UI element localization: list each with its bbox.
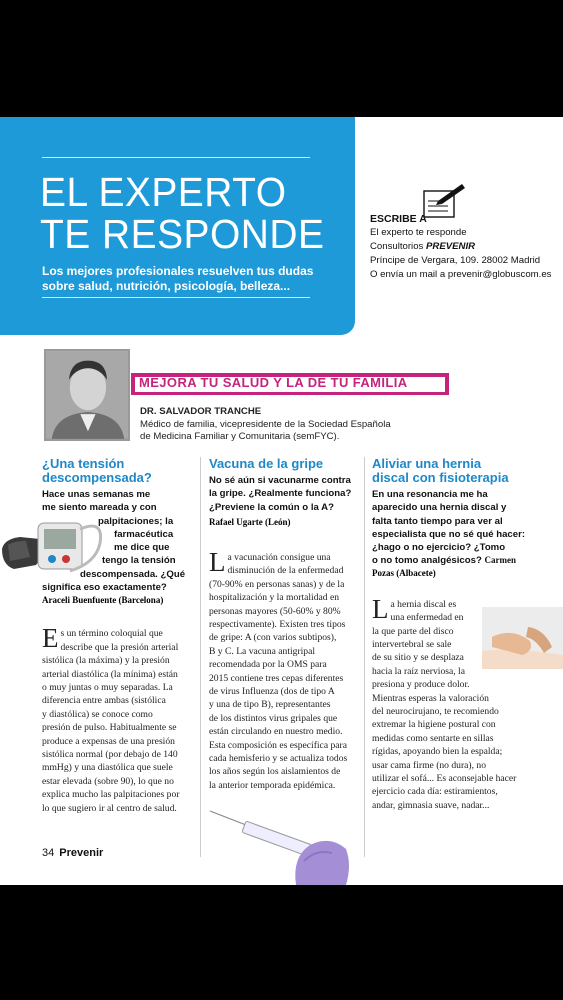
a3-line: medidas como sentarte en sillas	[372, 732, 494, 744]
a3-line: la que parte del disco	[372, 625, 454, 637]
article-2-answer	[209, 546, 359, 792]
a2-line: de gripe: A (con varios subtipos),	[209, 632, 337, 644]
page-footer	[42, 847, 103, 859]
a2-line: y una de tipo B), representantes	[209, 699, 331, 711]
article-1-answer	[42, 623, 194, 815]
a1-line: describe que la presión arterial	[60, 641, 179, 653]
q3-line	[372, 554, 552, 567]
syringe-illustration	[206, 805, 356, 885]
a1-line: sistólica normal (por debajo de 140	[42, 749, 178, 761]
contact-line-2	[370, 240, 560, 254]
a2-line: la anterior temporada epidémica.	[209, 779, 336, 791]
article-3-question	[372, 488, 552, 568]
expert-name: DR. SALVADOR TRANCHE	[140, 406, 262, 417]
article-3-title-line-2: discal con fisioterapia	[372, 470, 509, 485]
contact-line-2-prefix: Consultorios	[370, 241, 424, 252]
contact-brand: PREVENIR	[426, 241, 476, 252]
article-3-author-first: Carmen	[484, 555, 516, 566]
header-rule-top	[42, 157, 310, 158]
magazine-page	[0, 117, 563, 885]
q3-line-text: o no tomo analgésicos?	[372, 555, 482, 567]
physiotherapy-illustration	[482, 607, 563, 687]
contact-heading: ESCRIBE A	[370, 213, 427, 225]
a2-line: Esta composición es específica para	[209, 739, 347, 751]
a1-line: presión de pulso. Habitualmente se	[42, 722, 177, 734]
article-2-question	[209, 474, 359, 514]
q2-line: No sé aún si vacunarme contra	[209, 475, 351, 486]
a3-line: a hernia discal es	[390, 598, 457, 610]
a2-line: 2015 contiene tres cepas diferentes	[209, 672, 344, 684]
a2-line: los años según los aislamientos de	[209, 766, 341, 778]
a2-line: hospitalización y la mortalidad en	[209, 592, 340, 604]
a3-line: una enfermedad en	[390, 612, 464, 624]
column-divider-1	[200, 457, 201, 857]
contact-address: Príncipe de Vergara, 109. 28002 Madrid	[370, 255, 541, 266]
article-1-drop-cap: E	[42, 623, 59, 654]
a2-line: de virus Influenza (dos de tipo A	[209, 685, 335, 697]
q2-line: ¿Previene la común o la A?	[209, 501, 334, 513]
article-3-title-line-1: Aliviar una hernia	[372, 456, 482, 471]
expert-bio-line-2: de Medicina Familiar y Comunitaria (semFYC).	[140, 431, 340, 442]
article-3-author: Pozas (Albacete)	[372, 567, 436, 578]
title-line-1: EL EXPERTO	[40, 169, 287, 215]
subtitle-line-2: sobre salud, nutrición, psicología, belleza...	[42, 279, 291, 293]
q3-line: ¿hago o no ejercicio? ¿Tomo	[372, 542, 506, 554]
article-column-2	[209, 457, 359, 792]
q1-line: palpitaciones; la	[98, 515, 174, 527]
q1-line: significa eso exactamente?	[42, 582, 167, 594]
a3-line: andar, gimnasia suave, nadar...	[372, 799, 490, 811]
a3-line: de su sitio y se desplaza	[372, 652, 464, 664]
q1-line: descompensada. ¿Qué	[80, 568, 186, 580]
header-subtitle	[42, 264, 332, 294]
contact-line-1: El experto te responde	[370, 227, 467, 238]
blood-pressure-monitor-illustration	[0, 509, 106, 581]
a2-line: respectivamente). Existen tres tipos	[209, 618, 346, 630]
q3-line: falta tanto tiempo para ver al	[372, 515, 503, 527]
a2-line: de los distintos virus gripales que	[209, 712, 338, 724]
a2-line: recomendada por la OMS para	[209, 659, 327, 671]
q3-line: especialista que no sé qué hacer:	[372, 528, 526, 540]
a1-line: diferencia entre ambas (sistólica	[42, 695, 166, 707]
q1-line: farmacéutica	[114, 528, 174, 540]
a1-line: sistólica (la máxima) y la presión	[42, 655, 170, 667]
column-divider-2	[364, 457, 365, 857]
a3-line: rígidas, apoyando bien la espalda;	[372, 746, 503, 758]
a1-line: o muy juntas o muy separadas. La	[42, 682, 173, 693]
a1-line: lo que sugiero ir al centro de salud.	[42, 802, 177, 814]
article-1-title-line-1: ¿Una tensión	[42, 456, 125, 471]
expert-info	[140, 406, 420, 444]
article-3-title	[372, 457, 552, 485]
a3-line: ejercicio cada día: estiramientos,	[372, 786, 498, 798]
a2-line: cada hemisferio y se actualiza todos	[209, 752, 348, 764]
a2-line: a vacunación consigue una	[227, 551, 331, 563]
a1-line: s un término coloquial que	[60, 628, 163, 640]
q1-line: me dice que	[114, 542, 170, 554]
a3-line: del neurocirujano, te recomiendo	[372, 706, 499, 718]
a3-line: usar cama firme (no dura), no	[372, 759, 487, 771]
a1-line: y diastólica) se conoce como	[42, 708, 153, 720]
q1-line: tengo la tensión	[102, 555, 176, 567]
contact-email[interactable]: O envía un mail a prevenir@globuscom.es	[370, 269, 552, 280]
article-1-author: Araceli Buenfuente (Barcelona)	[42, 595, 164, 606]
a1-line: estar elevada (sobre 90), lo que no	[42, 775, 174, 787]
a1-line: explica mucho las palpitaciones por	[42, 789, 180, 801]
section-banner	[131, 373, 449, 395]
a3-line: extremar la higiene postural con	[372, 719, 496, 731]
article-1-title	[42, 457, 194, 485]
a2-line: disminución de la enfermedad	[227, 565, 344, 577]
contact-block	[370, 212, 560, 282]
a3-line: intervertebral se sale	[372, 639, 452, 650]
a2-line: B y C. La vacuna antigripal	[209, 645, 316, 657]
a3-line: utilizar el sofá... Es aconsejable hacer	[372, 773, 517, 785]
a1-line: mmHg) y una diastólica que suele	[42, 762, 173, 774]
a3-line: Mientras esperas la valoración	[372, 692, 489, 704]
article-2-author: Rafael Ugarte (León)	[209, 516, 291, 527]
a3-line: presiona y produce dolor.	[372, 679, 470, 691]
a2-line: están circulando en nuestro medio.	[209, 726, 343, 738]
banner-text: MEJORA TU SALUD Y LA DE TU FAMILIA	[139, 375, 408, 390]
page-title	[40, 171, 324, 255]
article-2-title: Vacuna de la gripe	[209, 456, 324, 471]
page-number: 34	[42, 847, 55, 859]
a2-line: (70-90% en personas sanas) y de la	[209, 578, 345, 590]
article-3-drop-cap: L	[372, 593, 389, 624]
header-rule-bottom	[42, 297, 310, 298]
a1-line: arterial diastólica (la mínima) están	[42, 668, 178, 680]
a3-line: hacia la raíz nerviosa, la	[372, 665, 465, 677]
a2-line: personas mayores (50-60% y 80%	[209, 605, 341, 617]
article-1-title-line-2: descompensada?	[42, 470, 152, 485]
footer-brand: Prevenir	[59, 847, 104, 859]
q3-line: En una resonancia me ha	[372, 489, 488, 500]
title-line-2: TE RESPONDE	[40, 211, 325, 257]
a1-line: produce a expensas de una presión	[42, 735, 175, 747]
subtitle-line-1: Los mejores profesionales resuelven tus dudas	[42, 264, 314, 278]
q2-line: la gripe. ¿Realmente funciona?	[209, 488, 352, 500]
q3-line: aparecido una hernia discal y	[372, 502, 507, 514]
expert-bio-line-1: Médico de familia, vicepresidente de la Sociedad Española	[140, 418, 391, 430]
q1-line: me siento mareada y con	[42, 502, 157, 514]
q1-line: Hace unas semanas me	[42, 489, 151, 500]
header-panel	[0, 117, 355, 335]
expert-photo	[44, 349, 130, 441]
article-2-drop-cap: L	[209, 546, 226, 577]
